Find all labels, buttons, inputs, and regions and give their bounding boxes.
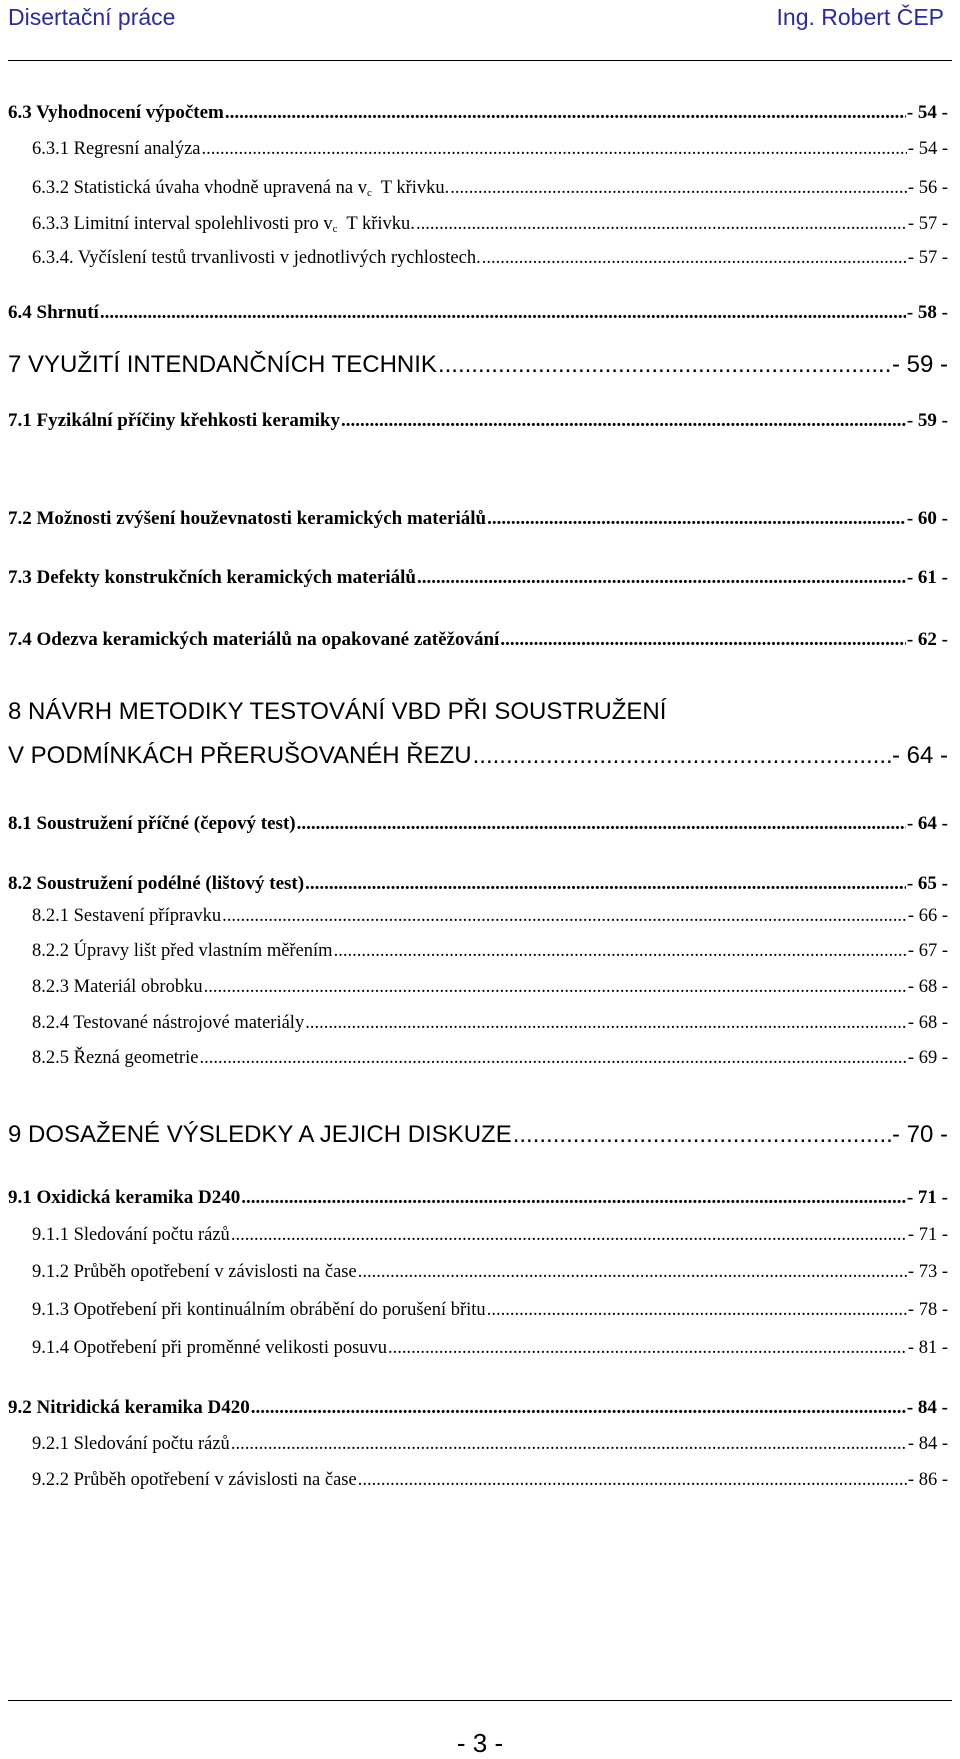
toc-entry — [32, 1334, 948, 1359]
toc-leader-dots — [473, 742, 891, 770]
toc-page-number: - 71 - — [906, 1187, 948, 1208]
toc-page-number: - 84 - — [907, 1434, 948, 1454]
toc-leader-dots — [487, 508, 906, 530]
toc-entry — [8, 299, 948, 324]
toc-page-number: - 57 - — [907, 214, 948, 234]
toc-page-number: - 68 - — [907, 1013, 948, 1033]
toc-entry — [8, 564, 948, 589]
toc-entry-title: 8.2.5 Řezná geometrie — [32, 1048, 199, 1068]
toc-page-number: - 71 - — [907, 1225, 948, 1245]
footer-rule — [8, 1700, 952, 1701]
toc-leader-dots — [416, 214, 907, 235]
toc-entry — [8, 698, 666, 728]
toc-page-number: - 65 - — [906, 873, 948, 894]
toc-page-number: - 59 - — [891, 351, 948, 378]
toc-entry — [32, 1296, 948, 1321]
toc-leader-dots — [241, 1187, 906, 1209]
toc-entry-title: 9.1.2 Průběh opotřebení v závislosti na čase — [32, 1262, 357, 1282]
toc-entry-title: 9 DOSAŽENÉ VÝSLEDKY A JEJICH DISKUZE — [8, 1121, 512, 1148]
toc-page-number: - 86 - — [907, 1470, 948, 1490]
toc-entry — [32, 135, 948, 160]
toc-leader-dots — [417, 567, 906, 589]
toc-entry — [32, 1258, 948, 1283]
toc-entry-title: 9.2 Nitridická keramika D420 — [8, 1397, 250, 1418]
toc-entry — [32, 1009, 948, 1034]
toc-leader-dots — [358, 1262, 907, 1283]
toc-leader-dots — [334, 941, 907, 962]
page-header — [0, 0, 960, 60]
toc-entry — [32, 902, 948, 927]
toc-entry-title: 9.2.1 Sledování počtu rázů — [32, 1434, 230, 1454]
toc-entry-title: 6.3.4. Vyčíslení testů trvanlivosti v jednotlivých rychlostech. — [32, 248, 481, 268]
toc-entry — [32, 1430, 948, 1455]
toc-page-number: - 70 - — [891, 1121, 948, 1148]
toc-entry — [32, 1044, 948, 1069]
toc-page-number: - 64 - — [891, 742, 948, 769]
toc-leader-dots — [199, 1048, 906, 1069]
toc-entry-title: 9.1.3 Opotřebení při kontinuálním obrábění do porušení břitu — [32, 1300, 486, 1320]
toc-leader-dots — [231, 1225, 907, 1246]
toc-leader-dots — [500, 629, 906, 651]
toc-entry-title: 8.1 Soustružení příčné (čepový test) — [8, 813, 296, 834]
toc-page-number: - 68 - — [907, 977, 948, 997]
toc-entry-title: 7.3 Defekty konstrukčních keramických materiálů — [8, 567, 416, 588]
toc-entry — [32, 210, 948, 235]
toc-leader-dots — [202, 139, 907, 160]
toc-page-number: - 64 - — [906, 813, 948, 834]
toc-leader-dots — [204, 977, 907, 998]
toc-leader-dots — [513, 1121, 891, 1149]
toc-page-number: - 57 - — [907, 248, 948, 268]
toc-entry — [32, 244, 948, 269]
toc-page-number: - 69 - — [907, 1048, 948, 1068]
toc-page-number: - 66 - — [907, 906, 948, 926]
toc-page-number: - 56 - — [907, 178, 948, 198]
toc-entry — [32, 937, 948, 962]
toc-page-number: - 60 - — [906, 508, 948, 529]
toc-leader-dots — [100, 302, 906, 324]
toc-leader-dots — [388, 1338, 907, 1359]
toc-entry — [8, 1184, 948, 1209]
toc-entry — [8, 870, 948, 895]
toc-page-number: - 59 - — [906, 410, 948, 431]
header-rule — [8, 60, 952, 61]
toc-entry-title: V PODMÍNKÁCH PŘERUŠOVANÉH ŘEZU — [8, 742, 472, 769]
toc-page-number: - 62 - — [906, 629, 948, 650]
toc-entry-title: 8.2.3 Materiál obrobku — [32, 977, 203, 997]
toc-page-number: - 81 - — [907, 1338, 948, 1358]
toc-leader-dots — [305, 873, 906, 895]
toc-leader-dots — [297, 813, 906, 835]
toc-leader-dots — [251, 1397, 906, 1419]
toc-page-number: - 58 - — [906, 302, 948, 323]
toc-entry — [8, 740, 948, 770]
toc-leader-dots — [305, 1013, 907, 1034]
toc-entry — [32, 174, 948, 199]
toc-entry-title: 7.1 Fyzikální příčiny křehkosti keramiky — [8, 410, 340, 431]
toc-page-number: - 67 - — [907, 941, 948, 961]
toc-entry-title: 9.1.4 Opotřebení při proměnné velikosti posuvu — [32, 1338, 388, 1358]
toc-entry — [8, 99, 948, 124]
page-number: - 3 - — [456, 1728, 504, 1758]
toc-leader-dots — [231, 1434, 907, 1455]
toc-entry — [8, 1119, 948, 1149]
toc-entry-title: 6.3.3 Limitní interval spolehlivosti pro $v_c$ T křivku. — [32, 214, 415, 235]
toc-entry — [8, 505, 948, 530]
toc-leader-dots — [341, 410, 906, 432]
toc-entry-title: 7.4 Odezva keramických materiálů na opakované zatěžování — [8, 629, 500, 650]
toc-entry-title: 6.3.2 Statistická úvaha vhodně upravená na $v_c$ T křivku. — [32, 178, 450, 199]
header-author: Ing. Robert ČEP — [776, 4, 944, 30]
toc-page-number: - 61 - — [906, 567, 948, 588]
toc-entry-title: 8.2.2 Úpravy lišt před vlastním měřením — [32, 941, 333, 961]
toc-leader-dots — [450, 178, 907, 199]
toc-entry — [8, 1394, 948, 1419]
toc-entry-title: 9.2.2 Průběh opotřebení v závislosti na čase — [32, 1470, 357, 1490]
toc-entry — [8, 349, 948, 379]
toc-entry-title: 6.3 Vyhodnocení výpočtem — [8, 102, 224, 123]
toc-leader-dots — [438, 351, 891, 379]
toc-page-number: - 78 - — [907, 1300, 948, 1320]
toc-entry-title: 8.2.1 Sestavení přípravku — [32, 906, 222, 926]
toc-entry — [8, 626, 948, 651]
toc-entry-title: 6.3.1 Regresní analýza — [32, 139, 201, 159]
toc-entry-title: 6.4 Shrnutí — [8, 302, 99, 323]
toc-page-number: - 73 - — [907, 1262, 948, 1282]
toc-entry — [32, 1221, 948, 1246]
toc-entry-title: 8 NÁVRH METODIKY TESTOVÁNÍ VBD PŘI SOUSTRUŽENÍ — [8, 698, 667, 725]
toc-leader-dots — [225, 102, 906, 124]
toc-entry-title: 8.2.4 Testované nástrojové materiály — [32, 1013, 305, 1033]
toc-leader-dots — [487, 1300, 907, 1321]
toc-leader-dots — [358, 1470, 907, 1491]
toc-entry — [8, 407, 948, 432]
toc-page-number: - 54 - — [906, 102, 948, 123]
toc-entry-title: 8.2 Soustružení podélné (lištový test) — [8, 873, 305, 894]
toc-page-number: - 84 - — [906, 1397, 948, 1418]
toc-page-number: - 54 - — [907, 139, 948, 159]
toc-leader-dots — [482, 248, 907, 269]
toc-entry-title: 7 VYUŽITÍ INTENDANČNÍCH TECHNIK — [8, 351, 437, 378]
toc-entry-title: 7.2 Možnosti zvýšení houževnatosti keramických materiálů — [8, 508, 487, 529]
toc-entry — [8, 810, 948, 835]
header-title: Disertační práce — [8, 4, 176, 30]
toc-entry — [32, 1466, 948, 1491]
toc-entry — [32, 973, 948, 998]
toc-entry-title: 9.1 Oxidická keramika D240 — [8, 1187, 241, 1208]
toc-leader-dots — [222, 906, 907, 927]
toc-entry-title: 9.1.1 Sledování počtu rázů — [32, 1225, 230, 1245]
